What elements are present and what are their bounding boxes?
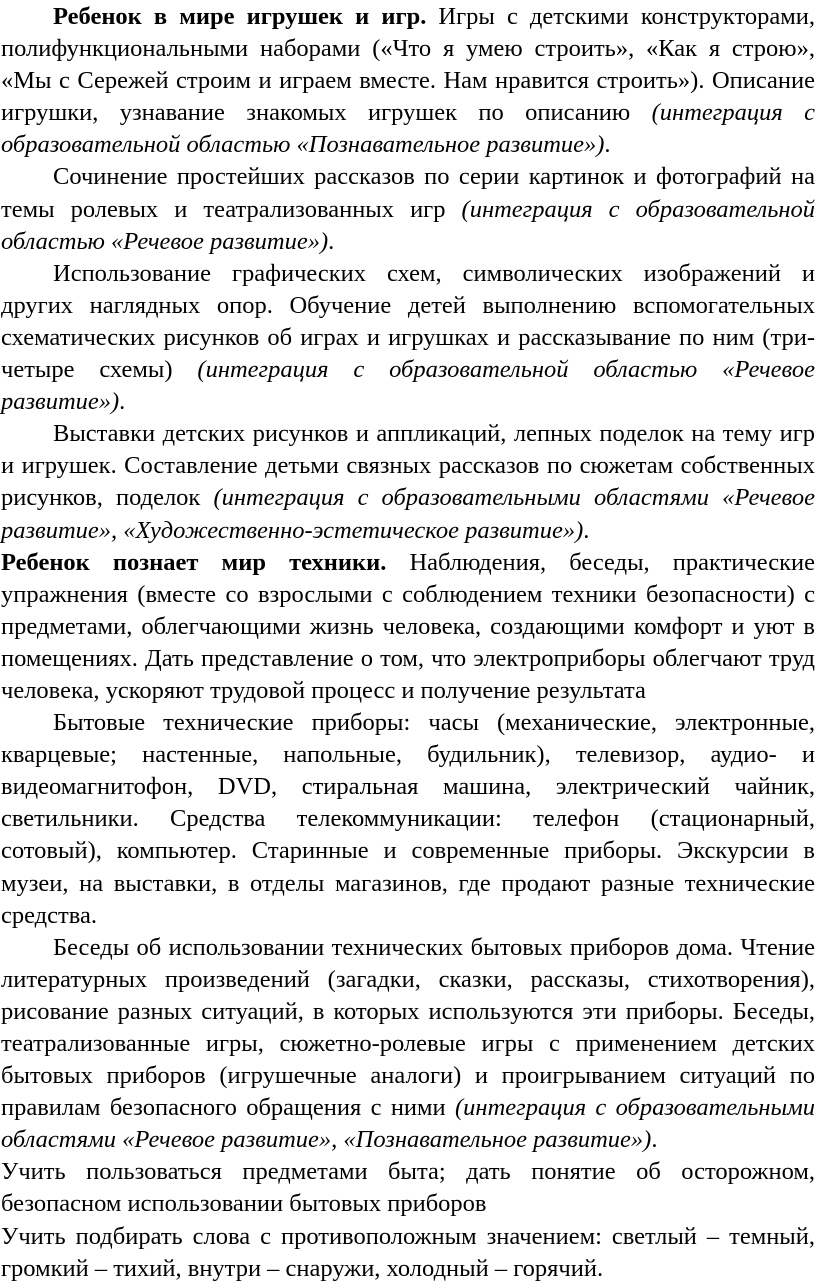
paragraph-text: Сочинение простейших рассказов по серии картинок и фотографий на темы ролевых и театрализованных игр xyxy=(1,163,815,223)
section-heading-technology: Ребенок познает мир техники. xyxy=(1,548,387,576)
paragraph-text: Учить пользоваться предметами быта; дать понятие об осторожном, безопасном использовании бытовых приборов xyxy=(1,1158,815,1218)
integration-note: (интеграция с образовательными областями «Речевое развитие», «Познавательное развитие») xyxy=(1,1094,815,1154)
integration-note: (интеграция с образовательной областью «Речевое развитие») xyxy=(1,356,815,416)
integration-note: (интеграция с образовательной областью «Познавательное развитие») xyxy=(1,99,816,159)
paragraph-tail: . xyxy=(651,1126,658,1154)
paragraph-household-devices xyxy=(1,707,815,932)
paragraph-tail: . xyxy=(119,388,126,416)
paragraph-text: Учить подбирать слова с противоположным значением: светлый – темный, громкий – тихий, внутри – снаружи, холодный – горячий. xyxy=(1,1222,815,1282)
paragraph-tail: . xyxy=(328,227,335,255)
paragraph-toys-and-games xyxy=(1,1,815,161)
section-heading-toys: Ребенок в мире игрушек и игр. xyxy=(53,3,427,30)
paragraph-text: Наблюдения, беседы, практические упражнения (вместе со взрослыми с соблюдением техники безопасности) с предметами, облегчающими жизнь человека, создающими комфорт и уют в помещениях. Дать представление о том, что электроприборы облегчают труд человека, ускоряют трудовой процесс и получение результата xyxy=(1,548,815,704)
paragraph-exhibitions xyxy=(1,418,815,546)
paragraph-stories xyxy=(1,161,815,257)
paragraph-teach-antonyms xyxy=(1,1221,815,1285)
paragraph-text: Выставки детских рисунков и аппликаций, лепных поделок на тему игр и игрушек. Составление детьми связных рассказов по сюжетам собственных рисунков, поделок xyxy=(1,420,815,512)
paragraph-graphic-schemes xyxy=(1,258,815,418)
paragraph-tail: . xyxy=(583,516,590,544)
paragraph-text: Бытовые технические приборы: часы (механические, электронные, кварцевые; настенные, напольные, будильник), телевизор, аудио- и видеомагнитофон, DVD, стиральная машина, электрический чайник, светильники. Средства телекоммуникации: телефон (стационарный, сотовый), компьютер. Старинные и современные приборы. Экскурсии в музеи, на выставки, в отделы магазинов, где продают разные технические средства. xyxy=(1,709,815,929)
paragraph-text: Использование графических схем, символических изображений и других наглядных опор. Обучение детей выполнению вспомогательных схематических рисунков об играх и игрушках и рассказывание по ним (три-четыре схемы) xyxy=(1,259,815,384)
paragraph-conversations xyxy=(1,932,815,1157)
paragraph-technology xyxy=(1,547,815,707)
paragraph-text: Беседы об использовании технических бытовых приборов дома. Чтение литературных произведений (загадки, сказки, рассказы, стихотворения), рисование разных ситуаций, в которых используются эти приборы. Беседы, театрализованные игры, сюжетно-ролевые игры с применением детских бытовых приборов (игрушечные аналоги) и проигрыванием ситуаций по правилам безопасного обращения с ними xyxy=(1,933,815,1122)
integration-note: (интеграция с образовательными областями «Речевое развитие», «Художественно-эстетическое развитие») xyxy=(1,484,815,544)
paragraph-text: Игры с детскими конструкторами, полифункциональными наборами («Что я умею строить», «Как я строю», «Мы с Сережей строим и играем вместе. Нам нравится строить»). Описание игрушки, узнавание знакомых игрушек по описанию xyxy=(1,3,815,127)
paragraph-teach-usage xyxy=(1,1156,815,1220)
integration-note: (интеграция с образовательной областью «Речевое развитие») xyxy=(1,195,816,255)
paragraph-tail: . xyxy=(604,131,611,159)
